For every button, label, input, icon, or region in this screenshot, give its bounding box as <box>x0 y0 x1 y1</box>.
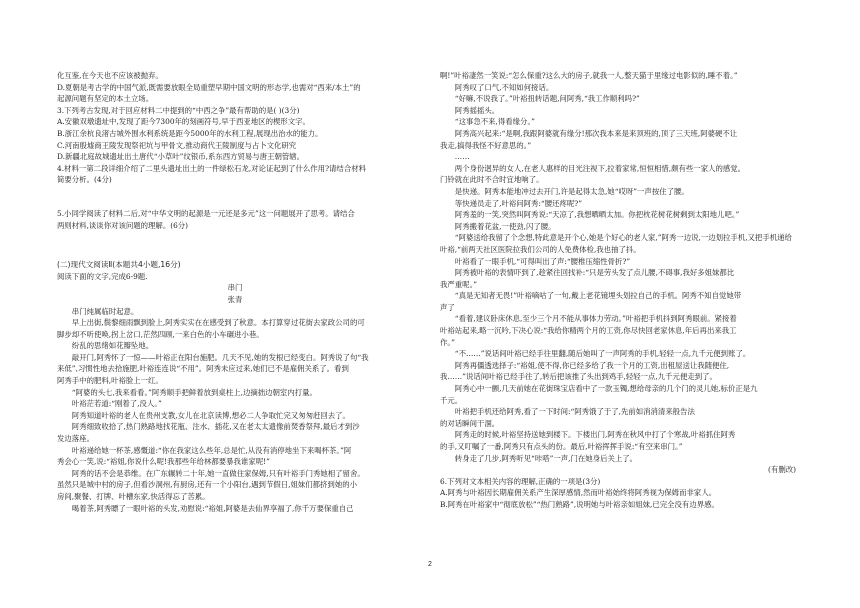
story-line: 阿秀手中的肥料,叶裕脸上一红。 <box>57 376 163 386</box>
text-line: 化互鉴,在今天也不应该被抛弃。 <box>57 71 163 80</box>
story-line: 叶裕递给她一杯茶,感慨道:“你在我家这么些年,总是忙,从没有消停地坐下来喝杯茶。”阿 <box>71 445 352 455</box>
story-line: 串门纯属临时起意。 <box>71 306 139 316</box>
story-line: 叶裕茫若道:“刚着了,没人。” <box>71 399 162 409</box>
story-line: 纷乱的思绪如花瓣坠地。 <box>71 341 154 351</box>
story-line: 门铃就在此时不合时宜地响了。 <box>440 175 544 185</box>
story-line: 的手,又叮嘱了一番,阿秀只有点头的份。最后,叶裕挥挥手说:“有空来串门。” <box>440 442 683 451</box>
left-column <box>57 70 413 514</box>
story-line: 千元。 <box>440 395 463 405</box>
story-line: 房间,聚餐、打牌、叶槽东家,快活得忘了苦累。 <box>57 492 210 501</box>
story-line: 阿秀叹了口气,不知如何接话。 <box>454 82 554 92</box>
story-line: 秀会心一笑,说:“裕姐,你说什么呢!我那些年给林都要暴我谁家呢!” <box>57 457 270 467</box>
story-line: “不……”说话间叶裕已经手往里翻,随后她叫了一声阿秀的手机,轻轻一点,九千元便到账了。 <box>454 349 751 359</box>
question-4-cont: 简要分析。(4分) <box>57 175 112 185</box>
story-line: 叶裕看了一眼手机,“可得叫出了声:“腰椎压缩性骨折?” <box>454 256 631 266</box>
question-6-block <box>440 476 796 511</box>
question-5-block <box>57 208 413 231</box>
question-3-option-d: D.新疆北庭故城遗址出土唐代“小草叶”纹银币,系东西方贸易与唐王朝管辖。 <box>57 152 305 162</box>
story-line: 叶裕,“前两天社区医院拉我们公司的人免费体检,我也抽了抖。 <box>440 244 641 254</box>
story-line: 叶裕站起来,略一沉吟,下决心说:“我给你精两个月的工资,你尽快回老家休息,年后再出来我工 <box>440 326 737 336</box>
story-line: 阿秀被叶裕的表情吓到了,趁紧往回找补:“只是劳头发了点儿腰,不碍事,我好多姐妹都比 <box>454 268 735 278</box>
question-3-option-c: C.河南殷墟商王陵发现祭祀坑与甲骨文,推动商代王陵制度与占卜文化研究 <box>57 140 297 150</box>
story-line: 阿秀再僵透选择子:“裕姐,使不得,你已经多给了我一个月的工资,出租屋送让我随便住, <box>454 360 730 370</box>
story-line: 阿秀细致收拾了,热门熟路地找花瓶、注水、插花,又在老太太遗像前焚香祭拜,最后才到沙 <box>71 422 360 432</box>
story-line: 脚步却不听使唤,拐上岔口,茫然四顾,一来白色的小车碾进小巷。 <box>57 329 264 339</box>
question-4: 4.材料一第二段详细介绍了二里头遗址出土的一件绿松石龙,对论证起到了什么作用?请结合材料 <box>57 163 366 173</box>
question-3: 3.下列考古发现,对于回应材料二中提到的“中西之争”最有帮助的是( )(3分) <box>57 105 300 115</box>
story-line: …… <box>454 152 470 162</box>
story-line: 阿秀知道叶裕的老人在贵州支教,女儿在北京读博,想必二人争取忙完又匆匆赶回去了。 <box>71 410 350 420</box>
page-number: 2 <box>428 561 432 568</box>
story-line: “看着,建议卧床休息,至少三个月不能从事体力劳动。”叶裕把手机抖到阿秀眼前。紧接着 <box>454 314 737 324</box>
story-line: 阿秀摇摇头。 <box>454 105 500 115</box>
story-line: 来低”,习惯性地去拾施肥,叶裕连连说“不用”。阿秀未应过来,她们已不是雇佣关系了。看到 <box>57 364 349 374</box>
source-note: (有删改) <box>768 465 796 475</box>
right-column <box>440 70 796 511</box>
story-line: 阿秀羞的一笑,突然叫阿秀说:“天凉了,我想晒晒太加。你把枕花树花树剩到太阳地儿吧。” <box>454 210 740 220</box>
story-line: 阿秀搬着花盆,一使劲,闪了腰。 <box>454 221 556 231</box>
story-line: 我严重呢。” <box>440 279 478 289</box>
story-line: “真是无知者无畏!”叶裕嘀咕了一句,戴上老花镜埋头划拉自己的手机。阿秀不知自觉她带 <box>454 291 742 301</box>
story-line: 我……”说话间叶裕已经手往了,转后把该推了头出到鸡手,轻轻一点,九千元便走到了。 <box>440 372 717 382</box>
story-line: 敲开门,阿秀怀了一惊——叶裕正在阳台施肥。几天不见,她的发根已经变白。阿秀说了句“我 <box>71 352 369 362</box>
story-line: 阿秀高兴起来:“是啊,我跟阿婆就有缘分!那次我本来是来顶班的,顶了三天班,阿婆硬不让 <box>454 128 738 138</box>
story-line: 等快递员走了,叶裕问阿秀:“腰还疼呢?” <box>454 198 583 208</box>
story-line: 阿秀心中一颤,几天前她在花街珠宝店看中了一款玉镯,想给母亲的几个门的灵儿她,标价正是九 <box>454 384 758 394</box>
story-line: 声了 <box>440 302 455 312</box>
story-continuation <box>440 70 796 464</box>
story-line: 我走,搞得我怪不好意思的。” <box>440 140 532 150</box>
text-line: 起源问题有坚定的本土立场。 <box>57 94 154 104</box>
story-line: 喝着茶,阿秀瞟了一眼叶裕的头发,劝慰说:“裕姐,阿婆是去仙界享福了,你千万要保重自己 <box>71 503 354 513</box>
story-line: 作。” <box>440 337 455 347</box>
story-line: 叶裕把手机还给阿秀,看了一下时间:“阿秀饿了于了,先前如消消清来般告法 <box>454 407 695 417</box>
story-title: 串门 <box>227 283 243 293</box>
section-header: (二)现代文阅读Ⅱ(本题共4小题,16分) <box>57 260 181 270</box>
question-6: 6.下列对文本相关内容的理解,正确的一项是(3分) <box>440 476 601 486</box>
story-line: 转身走了几步,阿秀听见“咔嗒”一声,门在她身后关上了。 <box>454 453 638 463</box>
question-5: 5.小同学阅读了材料二后,对“中华文明的起源是一元还是多元”这一问题展开了思考。请结合 <box>57 208 355 218</box>
story-line: “这事急不来,得看缘分。” <box>454 117 535 127</box>
story-line: 虽然只是城中村的房子,但看沙洞州,有厨房,还有一个小阳台,遇到节假日,姐妹们都挤到她的小 <box>57 480 357 490</box>
material-questions <box>57 70 413 186</box>
story-author: 张青 <box>227 294 243 304</box>
question-3-option-b: B.浙江余杭良渚古城外围水利系统是距今5000年的水利工程,展现出治水的能力。 <box>57 128 323 138</box>
story-line: 的对话瞬间干涸。 <box>440 418 500 428</box>
story-line: “阿婆的头七,我来看看。”阿秀顺手把鲜着放到桌柱上,边摘拙边朝室内打量。 <box>71 387 317 397</box>
story-line: 早上出街,鬓黎细雨飘到脸上,阿秀实实在在感受到了秋意。本打算穿过花街去家政公司的可 <box>71 318 365 328</box>
story-line: 阿秀的话不会是恭维。在广东辗转二十年,她一直做住家保姆,只有叶裕手门秀她相了留舍。 <box>71 468 365 478</box>
story-line: 阿秀走的时候,叶裕坚持送她到楼下。下楼出门,阿秀在秋风中打了个寒战,叶裕抓住阿秀 <box>454 430 736 440</box>
option-d-line: D.夏朝是考古学的中国气派,既需要放眼全局重塑早期中国文明的形态学,也需对“西来/本土”的 <box>57 82 361 92</box>
question-6-option-a: A.阿秀与叶裕因长期雇佣关系产生深厚感情,然而叶裕始终将阿秀视为保姆而非家人。 <box>440 488 717 498</box>
question-5-cont: 两则材料,谈谈你对该问题的理解。(6分) <box>57 220 189 230</box>
question-6-option-b: B.阿秀在叶裕家中“彻底放松”“热门熟路”,说明她与叶裕亲如姐妹,已完全没有边界感。 <box>440 499 719 509</box>
instruction: 阅读下面的文字,完成6-9题. <box>57 271 148 281</box>
question-3-option-a: A.安徽双墩遗址中,发现了距今7300年的刻画符号,早于西亚地区的楔形文字。 <box>57 117 310 127</box>
story-body <box>57 306 413 515</box>
story-line: “阿婆送给我留了个念想,特此意是开个心,她是个好心的老人家,”阿秀一边说,一边划拉手机,又把手机递给 <box>454 233 792 243</box>
story-line: 是快递。阿秀本能地冲过去开门,许是起得太急,她“哎呀”一声按住了腰。 <box>454 186 689 196</box>
story-line: 发边落座。 <box>57 434 94 444</box>
story-line: “好嘛,不说我了。”叶裕扭转话题,问阿秀,“我工作顺利吗?” <box>454 94 640 104</box>
story-line: 啊!”叶裕凄然一笑说:“怎么保重?这么大的房子,就我一人,整天猫于里缘过电影似的,睡不着。” <box>440 71 738 80</box>
story-line: 两个身份迥异的女人,在老人惠样的目光注视下,拉着家常,恒恒相惜,颇有些一家人的感觉。 <box>454 163 746 173</box>
